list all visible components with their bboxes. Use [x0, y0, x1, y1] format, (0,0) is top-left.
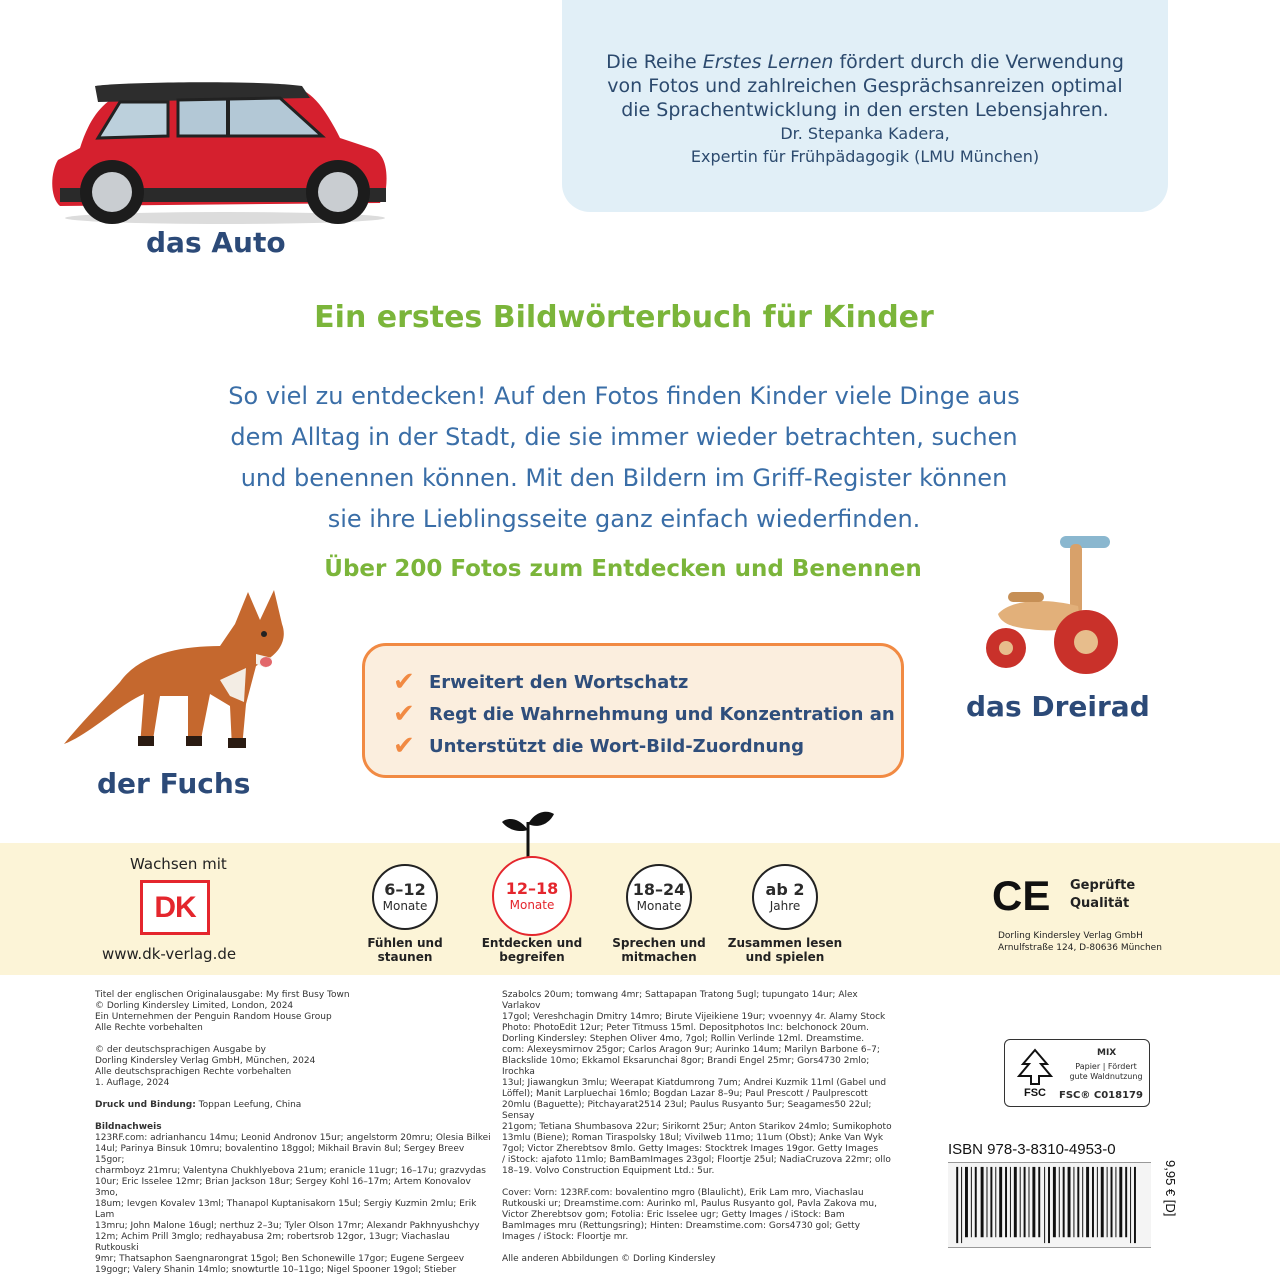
description-line: dem Alltag in der Stadt, die sie immer wieder betrachten, suchen — [230, 423, 1018, 451]
age-number: 18–24 — [632, 880, 686, 899]
tagline: Über 200 Fotos zum Entdecken und Benennen — [324, 556, 922, 582]
quote-line-3: die Sprachentwicklung in den ersten Lebensjahren. — [621, 99, 1109, 121]
benefit-text: Erweitert den Wortschatz — [429, 671, 689, 693]
fsc-code: FSC® C018179 — [1059, 1090, 1143, 1101]
dk-logo: DK — [140, 880, 210, 935]
age-unit: Monate — [382, 899, 428, 913]
age-caption: Sprechen und mitmachen — [612, 936, 706, 964]
price: 9,95 € [D] — [1163, 1160, 1178, 1217]
benefit-item — [393, 698, 901, 730]
fsc-label — [1004, 1039, 1150, 1107]
benefit-text: Regt die Wahrnehmung und Konzentration an — [429, 703, 895, 725]
check-icon: ✔ — [393, 667, 415, 697]
age-circle — [626, 864, 692, 930]
check-icon: ✔ — [393, 699, 415, 729]
benefit-item — [393, 666, 901, 698]
fsc-logo-text: FSC — [1024, 1087, 1046, 1099]
benefits-box — [362, 643, 904, 778]
age-unit: Jahre — [769, 899, 801, 913]
description — [140, 376, 1108, 540]
imprint: Titel der englischen Originalausgabe: My first Busy Town © Dorling Kindersley Limited, London, 2024 Ein Unternehmen der Penguin Random House Group Alle Rechte vorbehalten © der deutschsprachigen Ausgabe by Dorling Kindersley Verlag GmbH, München, 2024 Alle deutschsprachigen Rechte vorbehalten 1. Auflage, 2024 Druck und Bindung: Toppan Leefung, China Bildnachweis 123RF.com: adrianhancu 14mu; Leonid Andronov 15ur; angelstorm 20mru; Olesia Bilkei 14ul; Parinya Binsuk 10mru; bovalentino 18ggol; Mikhail Bravin 8ul; Sergey Breev 15gor; charmboyz 21mru; Valentyna Chukhlyebova 21um; eranicle 11ugr; 16–17u; grazvydas 10ur; Eric Isselee 12mr; Brian Jackson 18ur; Sergey Kohl 16–17m; Artem Konovalov 3mo, 18um; Ievgen Kovalev 13ml; Thanapol Kuptanisakorn 15ul; Sergiy Kuzmin 2mlu; Erik Lam 13mru; John Malone 16ugl; nerthuz 2–3u; Tyler Olson 17mr; Alexandr Pakhnyushchyy 12m; Achim Prill 3mglo; redhayabusa 2m; robertsrob 12gor, 13ugr; Viachaslau Rutkouski 9mr; Thatsaphon Saengnarongrat 15gol; Ben Schonewille 17gor; Eugene Sergeev 19gogr; Valery Shanin 14mlo; snowturtle 10–11go; Nigel Spooner 19gol; Stieber — [95, 990, 491, 1275]
age-circle — [372, 864, 438, 930]
age-badge-12-18 — [462, 864, 602, 964]
fsc-text: Papier | Fördert gute Waldnutzung — [1069, 1062, 1143, 1081]
age-unit: Monate — [636, 899, 682, 913]
description-line: sie ihre Lieblingsseite ganz einfach wiederfinden. — [327, 505, 921, 533]
quote-author: Dr. Stepanka Kadera, — [780, 124, 950, 143]
fsc-mix: MIX — [1097, 1048, 1117, 1058]
age-caption: Entdecken und begreifen — [481, 936, 583, 964]
age-badge-ab-2 — [715, 864, 855, 964]
car-image — [40, 78, 400, 230]
description-line: und benennen können. Mit den Bildern im Griff-Register können — [240, 464, 1008, 492]
age-number: 6–12 — [384, 880, 426, 899]
fox-label: der Fuchs — [97, 767, 251, 800]
tricycle-image — [978, 530, 1126, 678]
ce-quality-text: Geprüfte Qualität — [1070, 878, 1136, 911]
sprout-icon — [500, 808, 556, 860]
quote-line-2: von Fotos und zahlreichen Gesprächsanreizen optimal — [607, 75, 1123, 97]
dk-url: www.dk-verlag.de — [102, 945, 237, 963]
benefit-item — [393, 730, 901, 762]
age-caption: Zusammen lesen und spielen — [727, 936, 843, 964]
photo-credits: Szabolcs 20um; tomwang 4mr; Sattapapan Tratong 5ugl; tupungato 14ur; Alex Varlakov 17gol; Vereshchagin Dmitry 14mro; Birute Vijeikiene 19ur; vvoennyy 4r. Alamy Stock Photo: PhotoEdit 12ur; Peter Titmuss 15ml. Depositphotos Inc: belchonock 20um. Dorling Kindersley: Stephen Oliver 4mo, 7gol; Rollin Verlinde 12ml. Dreamstime. com: Alexeysmirnov 25gor; Carlos Aragon 9ur; Aurinko 14um; Marilyn Barbone 6–7; Blackslide 10mo; Ekkamol Eksarunchai 8gor; Brandi Engel 25mr; Gors4730 2mlo; Irochka 13ul; Jiawangkun 3mlu; Weerapat Kiatdumrong 7um; Andrei Kuzmik 11ml (Gabel und Löffel); Manit Larpluechai 16mlo; Bogdan Lazar 8–9u; Paul Prescott / Paulprescott 20mlu (Baguette); Pitchayarat2514 23ul; Paulus Rusyanto 5ur; Seagames50 22ul; Sensay 21gom; Tetiana Shumbasova 22ur; Sirikornt 25ur; Anton Starikov 24mlo; Sumikophoto 13mlu (Biene); Roman Tiraspolsky 18ul; Vivilweb 11mo; 11um (Obst); Anke Van Wyk 7gol; Victor Zherebtsov 8mlo. Getty Images: Stocktrek Images 19gor. Getty Images / iStock: ajafoto 11mlo; BamBamImages 23gol; Floortje 25ul; NadiaCruzova 22mr; ollo 18–19. Volvo Construction Equipment Ltd.: 5ur. Cover: Vorn: 123RF.com: bovalentino mgro (Blaulicht), Erik Lam mro, Viachaslau Rutkouski ur; Dreamstime.com: Aurinko ml, Paulus Rusyanto gol, Pavla Zakova mu, Victor Zherebtsov gom; Fotolia: Eric Isselee ugr; Getty Images / iStock: Bam BamImages mru (Rettungsring); Hinten: Dreamstime.com: Gors4730 gol; Getty Images / iStock: Floortje mr. Alle anderen Abbildungen © Dorling Kindersley — [502, 990, 892, 1264]
tricycle-label: das Dreirad — [966, 690, 1150, 723]
description-line: So viel zu entdecken! Auf den Fotos finden Kinder viele Dinge aus — [228, 382, 1020, 410]
age-unit: Monate — [509, 898, 555, 912]
car-label: das Auto — [146, 226, 286, 259]
quote-role: Expertin für Frühpädagogik (LMU München) — [690, 147, 1040, 166]
fox-image — [60, 584, 290, 756]
ce-mark: CE — [992, 872, 1051, 919]
subtitle: Ein erstes Bildwörterbuch für Kinder — [314, 300, 934, 335]
age-number: 12–18 — [505, 879, 559, 898]
age-circle — [492, 856, 572, 936]
age-circle — [752, 864, 818, 930]
age-badge-6-12 — [335, 864, 475, 964]
isbn: ISBN 978-3-8310-4953-0 — [948, 1141, 1116, 1158]
barcode-icon — [948, 1162, 1151, 1248]
publisher-address: Dorling Kindersley Verlag GmbH Arnulfstraße 124, D-80636 München — [998, 931, 1162, 953]
quote-line-1: Die Reihe Erstes Lernen fördert durch die Verwendung — [606, 51, 1124, 73]
quote-box — [562, 0, 1168, 212]
benefit-text: Unterstützt die Wort-Bild-Zuordnung — [429, 735, 805, 757]
age-number: ab 2 — [765, 880, 805, 899]
age-badge-18-24 — [589, 864, 729, 964]
fsc-tree-icon — [1015, 1048, 1055, 1100]
grow-with-label: Wachsen mit — [130, 855, 227, 873]
age-caption: Fühlen und staunen — [367, 936, 443, 964]
check-icon: ✔ — [393, 731, 415, 761]
